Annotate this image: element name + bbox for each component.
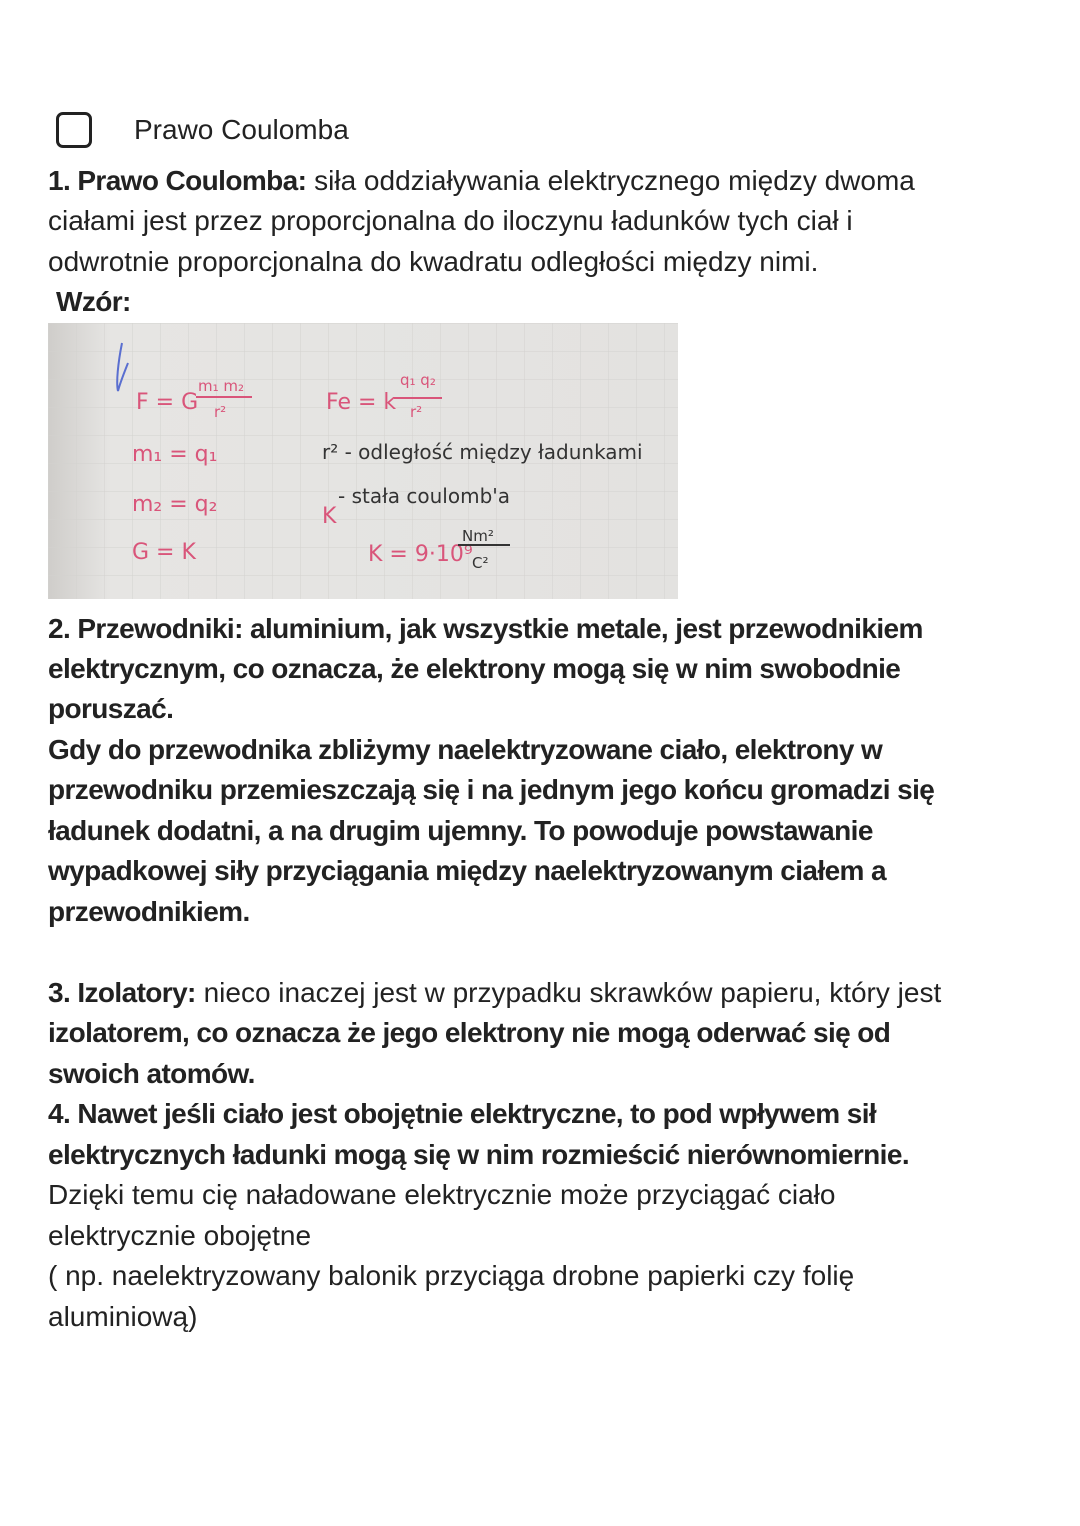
formula-photo — [48, 323, 678, 599]
section3-text: nieco inaczej jest w przypadku skrawków papieru, który jest — [195, 977, 942, 1008]
section3-line: izolatorem, co oznacza że jego elektrony nie mogą oderwać się od — [48, 1017, 891, 1048]
photo-eq-fe-num: q₁ q₂ — [400, 371, 436, 389]
section4-line: elektrycznie obojętne — [48, 1220, 312, 1251]
section2-line: przewodniku przemieszczają się i na jednym jego końcu gromadzi się — [48, 774, 935, 805]
section1-text: siła oddziaływania elektrycznego między dwoma — [306, 165, 915, 196]
photo-eq-fe: Fe = k — [326, 390, 397, 415]
section2-line: ładunek dodatni, a na drugim ujemny. To powoduje powstawanie — [48, 815, 873, 846]
task-checkbox[interactable] — [56, 112, 92, 148]
formula-label: Wzór: — [56, 286, 131, 317]
photo-def-r: r² - odległość między ładunkami — [322, 440, 643, 464]
section2-line: Gdy do przewodnika zbliżymy naelektryzowane ciało, elektrony w — [48, 734, 883, 765]
section1-line: odwrotnie proporcjonalna do kwadratu odległości między nimi. — [48, 246, 819, 277]
photo-eq1-den: r² — [214, 403, 227, 421]
section1-heading: 1. Prawo Coulomba: — [48, 165, 307, 196]
photo-k-symbol: K — [322, 504, 337, 529]
section1-line — [48, 161, 915, 201]
section4-line: aluminiową) — [48, 1301, 198, 1332]
task-title: Prawo Coulomba — [134, 114, 349, 145]
photo-eq4: G = K — [132, 540, 196, 565]
photo-def-k: - stała coulomb'a — [338, 484, 511, 508]
section2-line: 2. Przewodniki: aluminium, jak wszystkie metale, jest przewodnikiem — [48, 613, 923, 644]
section4-line: Dzięki temu cię naładowane elektrycznie może przyciągać ciało — [48, 1179, 836, 1210]
section1-line: ciałami jest przez proporcjonalna do iloczynu ładunków tych ciał i — [48, 205, 853, 236]
photo-eq3: m₂ = q₂ — [132, 492, 218, 517]
photo-eq-fe-den: r² — [410, 403, 423, 421]
section3-line: swoich atomów. — [48, 1058, 255, 1089]
section2-line: elektrycznym, co oznacza, że elektrony mogą się w nim swobodnie — [48, 653, 901, 684]
section2-line: przewodnikiem. — [48, 896, 250, 927]
photo-eq2: m₁ = q₁ — [132, 442, 218, 467]
photo-k-unit-den: C² — [472, 554, 489, 572]
photo-eq1: F = G — [136, 390, 199, 415]
section4-line: 4. Nawet jeśli ciało jest obojętnie elektryczne, to pod wpływem sił — [48, 1098, 877, 1129]
photo-eq1-num: m₁ m₂ — [198, 377, 245, 395]
photo-k-value: K = 9·10⁹ — [368, 542, 473, 567]
section3-line — [48, 973, 941, 1013]
section4-line: elektrycznych ładunki mogą się w nim rozmieścić nierównomiernie. — [48, 1139, 910, 1170]
photo-k-unit-num: Nm² — [462, 527, 494, 545]
section2-line: wypadkowej siły przyciągania między naelektryzowanym ciałem a — [48, 855, 887, 886]
section2-line: poruszać. — [48, 693, 174, 724]
section3-heading: 3. Izolatory: — [48, 977, 196, 1008]
section4-line: ( np. naelektryzowany balonik przyciąga drobne papierki czy folię — [48, 1260, 855, 1291]
